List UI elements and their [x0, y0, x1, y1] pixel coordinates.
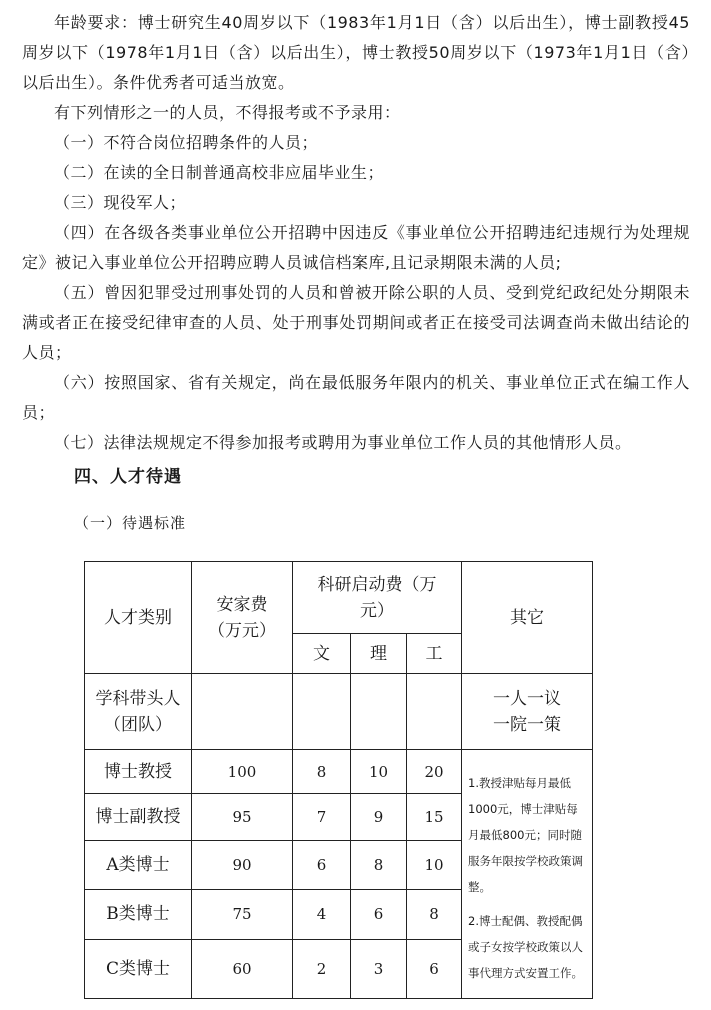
table-row	[85, 750, 593, 794]
row-housing: 60	[192, 939, 293, 998]
row-category: 博士教授	[85, 750, 192, 794]
row-li: 9	[351, 794, 407, 841]
notes-cell	[462, 750, 593, 999]
row-gong: 20	[407, 750, 462, 794]
note-1: 1.教授津贴每月最低1000元，博士津贴每月最低800元；同时随服务年限按学校政策调整。	[468, 776, 583, 894]
age-requirement-paragraph: 年龄要求：博士研究生40周岁以下（1983年1月1日（含）以后出生），博士副教授45周岁以下（1978年1月1日（含）以后出生），博士教授50周岁以下（1973年1月1日（含）以后出生）。条件优秀者可适当放宽。	[22, 13, 690, 92]
disqualification-item-5: （五）曾因犯罪受过刑事处罚的人员和曾被开除公职的人员、受到党纪政纪处分期限未满或者正在接受纪律审查的人员、处于刑事处罚期间或者正在接受司法调查尚未做出结论的人员；	[22, 283, 690, 362]
disqualification-item-3: （三）现役军人；	[54, 193, 187, 212]
row-housing: 100	[192, 750, 293, 794]
header-other: 其它	[462, 562, 593, 674]
row-category: A类博士	[85, 840, 192, 889]
leader-other-line2: 一院一策	[493, 714, 561, 735]
row-category: 博士副教授	[85, 794, 192, 841]
row-category: C类博士	[85, 939, 192, 998]
row-housing: 90	[192, 840, 293, 889]
row-gong: 8	[407, 889, 462, 939]
row-li: 10	[351, 750, 407, 794]
row-gong: 6	[407, 939, 462, 998]
disqualification-item-6: （六）按照国家、省有关规定，尚在最低服务年限内的机关、事业单位正式在编工作人员；	[22, 373, 690, 422]
header-startup-wen: 文	[293, 634, 351, 674]
table-row	[85, 674, 593, 750]
row-wen: 2	[293, 939, 351, 998]
leader-other	[462, 674, 593, 750]
header-startup-gong: 工	[407, 634, 462, 674]
row-li: 3	[351, 939, 407, 998]
section-heading: 四、人才待遇	[74, 467, 182, 487]
disqualification-item-4: （四）在各级各类事业单位公开招聘中因违反《事业单位公开招聘违纪违规行为处理规定》被记入事业单位公开招聘应聘人员诚信档案库,且记录期限未满的人员;	[22, 223, 690, 272]
header-startup: 科研启动费（万元）	[293, 562, 462, 634]
disqualification-item-7: （七）法律法规规定不得参加报考或聘用为事业单位工作人员的其他情形人员。	[54, 433, 632, 452]
row-wen: 8	[293, 750, 351, 794]
treatment-table	[84, 561, 593, 999]
subheading: （一）待遇标准	[74, 514, 187, 532]
row-housing: 95	[192, 794, 293, 841]
leader-category: 学科带头人（团队）	[85, 674, 192, 750]
row-category: B类博士	[85, 889, 192, 939]
disqualification-item-1: （一）不符合岗位招聘条件的人员；	[54, 133, 319, 152]
leader-other-line1: 一人一议	[493, 688, 561, 709]
disqualification-intro: 有下列情形之一的人员，不得报考或不予录用：	[54, 103, 401, 122]
row-wen: 7	[293, 794, 351, 841]
note-2: 2.博士配偶、教授配偶或子女按学校政策以人事代理方式安置工作。	[468, 914, 583, 980]
row-housing: 75	[192, 889, 293, 939]
row-wen: 4	[293, 889, 351, 939]
row-wen: 6	[293, 840, 351, 889]
row-gong: 15	[407, 794, 462, 841]
header-housing: 安家费（万元）	[192, 562, 293, 674]
row-li: 8	[351, 840, 407, 889]
row-gong: 10	[407, 840, 462, 889]
header-category: 人才类别	[85, 562, 192, 674]
disqualification-item-2: （二）在读的全日制普通高校非应届毕业生；	[54, 163, 385, 182]
row-li: 6	[351, 889, 407, 939]
header-startup-li: 理	[351, 634, 407, 674]
